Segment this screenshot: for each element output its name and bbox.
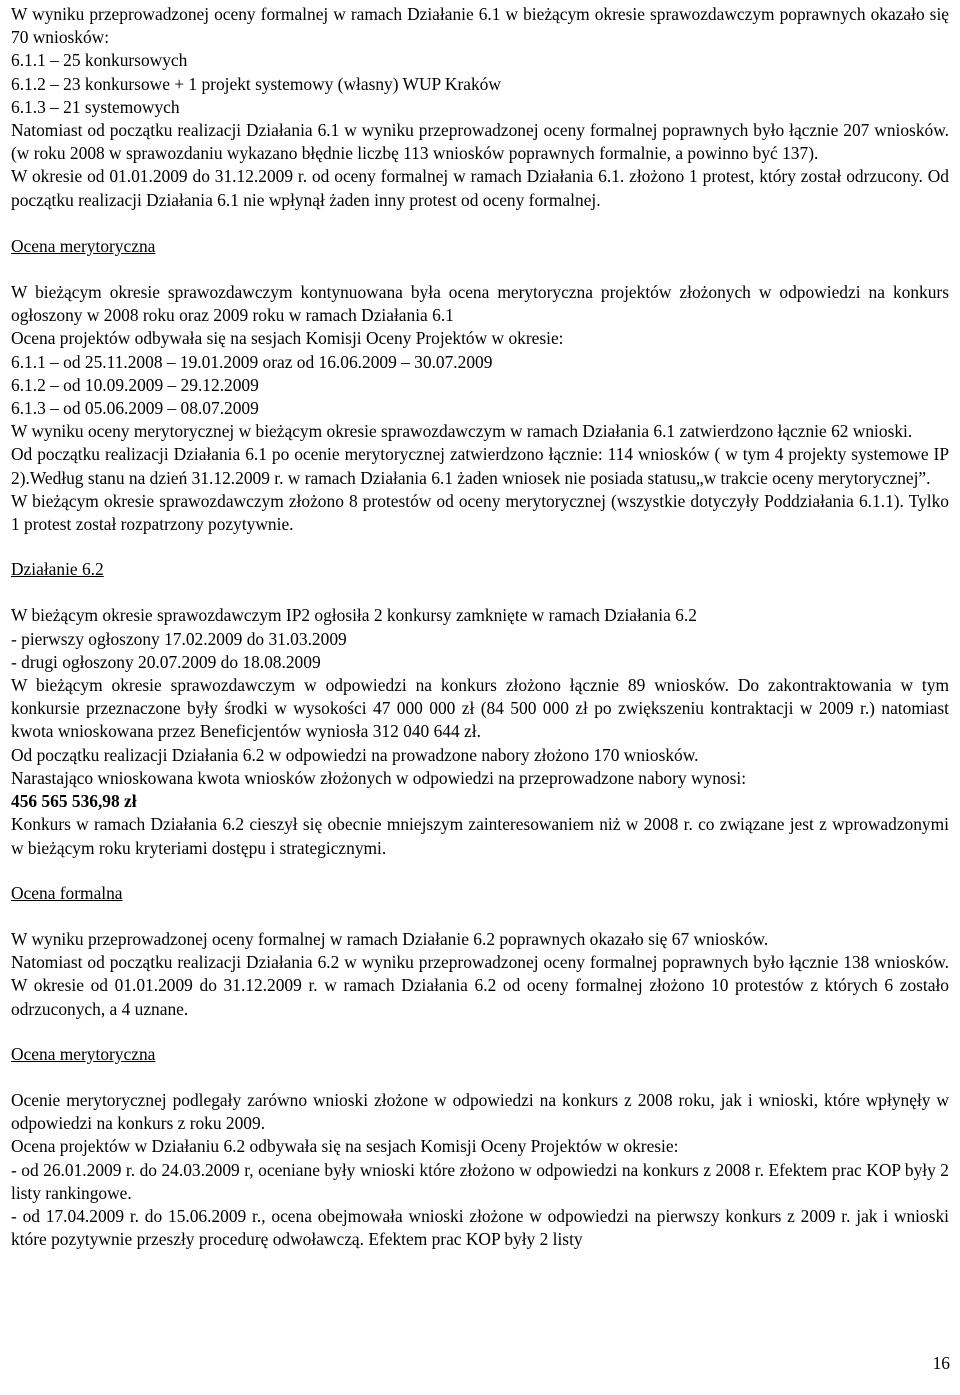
text-line: 6.1.3 – od 05.06.2009 – 08.07.2009 [11,398,259,419]
paragraph: W wyniku przeprowadzonej oceny formalnej w ramach Działanie 6.2 poprawnych okazało się 67 wniosków. [11,928,769,949]
amount-value: 456 565 536,98 zł [11,791,137,812]
text-line: 6.1.2 – od 10.09.2009 – 29.12.2009 [11,374,259,395]
section-6-1-formal-results [11,0,949,212]
section-heading: Działanie 6.2 [11,559,104,580]
paragraph: Natomiast od początku realizacji Działania 6.1 w wyniku przeprowadzonej oceny formalnej poprawnych było łącznie 207 wniosków. (w roku 2008 w sprawozdaniu wykazano błędnie liczbę 113 wniosków poprawnych formalnie, a powinno być 137). [11,120,949,164]
text-line: 6.1.1 – od 25.11.2008 – 19.01.2009 oraz od 16.06.2009 – 30.07.2009 [11,351,493,372]
section-heading: Ocena merytoryczna [11,235,156,256]
paragraph: W bieżącym okresie sprawozdawczym IP2 ogłosiła 2 konkursy zamknięte w ramach Działania 6.2 [11,605,697,626]
section-action-6-2 [11,604,949,859]
paragraph: W bieżącym okresie sprawozdawczym kontynuowana była ocena merytoryczna projektów złożonych w odpowiedzi na konkurs ogłoszony w 2008 roku oraz 2009 roku w ramach Działania 6.1 [11,282,949,326]
section-merit-6-2 [11,1089,949,1251]
section-heading: Ocena merytoryczna [11,1043,156,1064]
text-line: Ocena projektów w Działaniu 6.2 odbywała się na sesjach Komisji Oceny Projektów w okresie: [11,1136,679,1157]
paragraph: Ocenie merytorycznej podlegały zarówno wnioski złożone w odpowiedzi na konkurs z 2008 roku, jak i wnioski, które wpłynęły w odpowiedzi na konkurs z roku 2009. [11,1089,949,1134]
paragraph: Natomiast od początku realizacji Działania 6.2 w wyniku przeprowadzonej oceny formalnej poprawnych było łącznie 138 wniosków. W okresie od 01.01.2009 do 31.12.2009 r. w ramach Działania 6.2 od oceny formalnej złożono 10 protestów z których 6 zostało odrzuconych, a 4 uznane. [11,952,949,1019]
paragraph: W wyniku oceny merytorycznej w bieżącym okresie sprawozdawczym w ramach Działania 6.1 zatwierdzono łącznie 62 wnioski. [11,421,913,442]
text-line: Ocena projektów odbywała się na sesjach Komisji Oceny Projektów w okresie: [11,328,564,349]
paragraph: Od początku realizacji Działania 6.1 po ocenie merytorycznej zatwierdzono łącznie: 114 wniosków ( w tym 4 projekty systemowe IP 2).Według stanu na dzień 31.12.2009 r. w ramach Działania 6.1 żaden wniosek nie posiada statusu„w trakcie oceny merytorycznej”. [11,444,949,488]
text-line: 6.1.2 – 23 konkursowe + 1 projekt systemowy (własny) WUP Kraków [11,73,501,94]
text-line: 6.1.1 – 25 konkursowych [11,50,188,71]
document-page [11,0,949,1251]
text-line: - drugi ogłoszony 20.07.2009 do 18.08.2009 [11,651,321,672]
paragraph: Konkurs w ramach Działania 6.2 cieszył się obecnie mniejszym zainteresowaniem niż w 2008 r. co związane jest z wprowadzonymi w bieżącym roku kryteriami dostępu i strategicznymi. [11,814,949,858]
paragraph: W bieżącym okresie sprawozdawczym złożono 8 protestów od oceny merytorycznej (wszystkie dotyczyły Poddziałania 6.1.1). Tylko 1 protest został rozpatrzony pozytywnie. [11,490,949,535]
paragraph: W okresie od 01.01.2009 do 31.12.2009 r. od oceny formalnej w ramach Działania 6.1. złożono 1 protest, który został odrzucony. Od początku realizacji Działania 6.1 nie wpłynął żaden inny protest od oceny formalnej. [11,166,949,210]
paragraph: W bieżącym okresie sprawozdawczym w odpowiedzi na konkurs złożono łącznie 89 wniosków. Do zakontraktowania w tym konkursie przeznaczone były środki w wysokości 47 000 000 zł (84 500 000 zł po zwiększeniu kontraktacji w 2009 r.) natomiast kwota wnioskowana przez Beneficjentów wyniosła 312 040 644 zł. [11,675,949,742]
list-item: - od 17.04.2009 r. do 15.06.2009 r., ocena obejmowała wnioski złożone w odpowiedzi na pierwszy konkurs z 2009 r. jak i wnioski które pozytywnie przeszły procedurę odwoławczą. Efektem prac KOP były 2 listy [11,1205,949,1250]
text-line: W wyniku przeprowadzonej oceny formalnej w ramach Działanie 6.1 w bieżącym okresie sprawozdawczym poprawnych okazało się 70 wniosków: [11,4,949,48]
text-line: - pierwszy ogłoszony 17.02.2009 do 31.03.2009 [11,628,347,649]
section-heading: Ocena formalna [11,882,123,903]
section-merit-6-1 [11,281,949,536]
section-formal-6-2 [11,928,949,1021]
paragraph: Narastająco wnioskowana kwota wniosków złożonych w odpowiedzi na przeprowadzone nabory wynosi: [11,767,747,788]
paragraph: Od początku realizacji Działania 6.2 w odpowiedzi na prowadzone nabory złożono 170 wniosków. [11,744,699,765]
text-line: 6.1.3 – 21 systemowych [11,96,180,117]
list-item: - od 26.01.2009 r. do 24.03.2009 r, oceniane były wnioski które złożono w odpowiedzi na konkurs z 2008 r. Efektem prac KOP były 2 listy rankingowe. [11,1159,949,1203]
page-number: 16 [932,1353,950,1373]
